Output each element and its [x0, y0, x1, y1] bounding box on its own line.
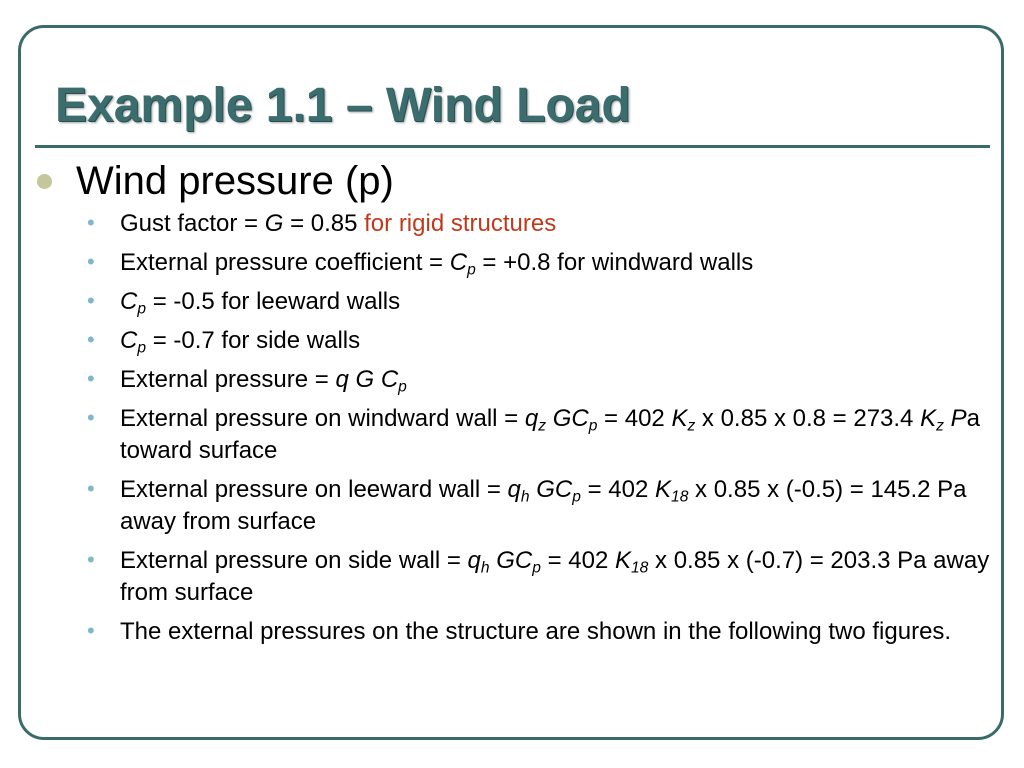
title-divider — [35, 145, 990, 148]
bullet-list — [85, 208, 990, 655]
bullet-marker: • — [87, 405, 95, 430]
bullet-marker: • — [87, 249, 95, 274]
bullet-marker: • — [87, 288, 95, 313]
bullet-external-pressure-formula: • External pressure = q G $C_p$ — [85, 364, 990, 396]
slide-title: Example 1.1 – Wind Load — [55, 79, 631, 132]
bullet-side-wall-pressure: • External pressure on side wall = $q_h$ $GC_p = 402$ $K_{18}$ x 0.85 x (-0.7) = 203.3 Pa away from surface — [85, 545, 990, 609]
bullet-windward-wall-pressure: • External pressure on windward wall = $q_z$ $GC_p = 402$ $K_z$ x 0.85 x 0.8 = 273.4 $K_z$ Pa toward surface — [85, 403, 990, 467]
bullet-marker: • — [87, 210, 95, 235]
bullet-figures-reference: • The external pressures on the structure are shown in the following two figures. — [85, 616, 990, 648]
bullet-marker: • — [87, 618, 95, 643]
bullet-leeward-wall-pressure: • External pressure on leeward wall = $q_h$ $GC_p = 402$ $K_{18}$ x 0.85 x (-0.5) = 145.2 Pa away from surface — [85, 474, 990, 538]
bullet-coefficient-windward: • External pressure coefficient = $C_p = +0.8$ for windward walls — [85, 247, 990, 279]
bullet-coefficient-leeward: • $C_p = -0.5$ for leeward walls — [85, 286, 990, 318]
bullet-marker: • — [87, 327, 95, 352]
bullet-coefficient-side: • $C_p = -0.7$ for side walls — [85, 325, 990, 357]
bullet-marker: • — [87, 547, 95, 572]
bullet-marker: • — [87, 476, 95, 501]
section-heading: Wind pressure (p) — [76, 159, 394, 203]
heading-row — [37, 157, 394, 205]
bullet-marker: • — [87, 366, 95, 391]
level1-bullet-dot — [37, 174, 52, 189]
rigid-structures-note: for rigid structures — [364, 210, 557, 237]
bullet-gust-factor: • Gust factor = G = 0.85 for rigid structures — [85, 208, 990, 240]
